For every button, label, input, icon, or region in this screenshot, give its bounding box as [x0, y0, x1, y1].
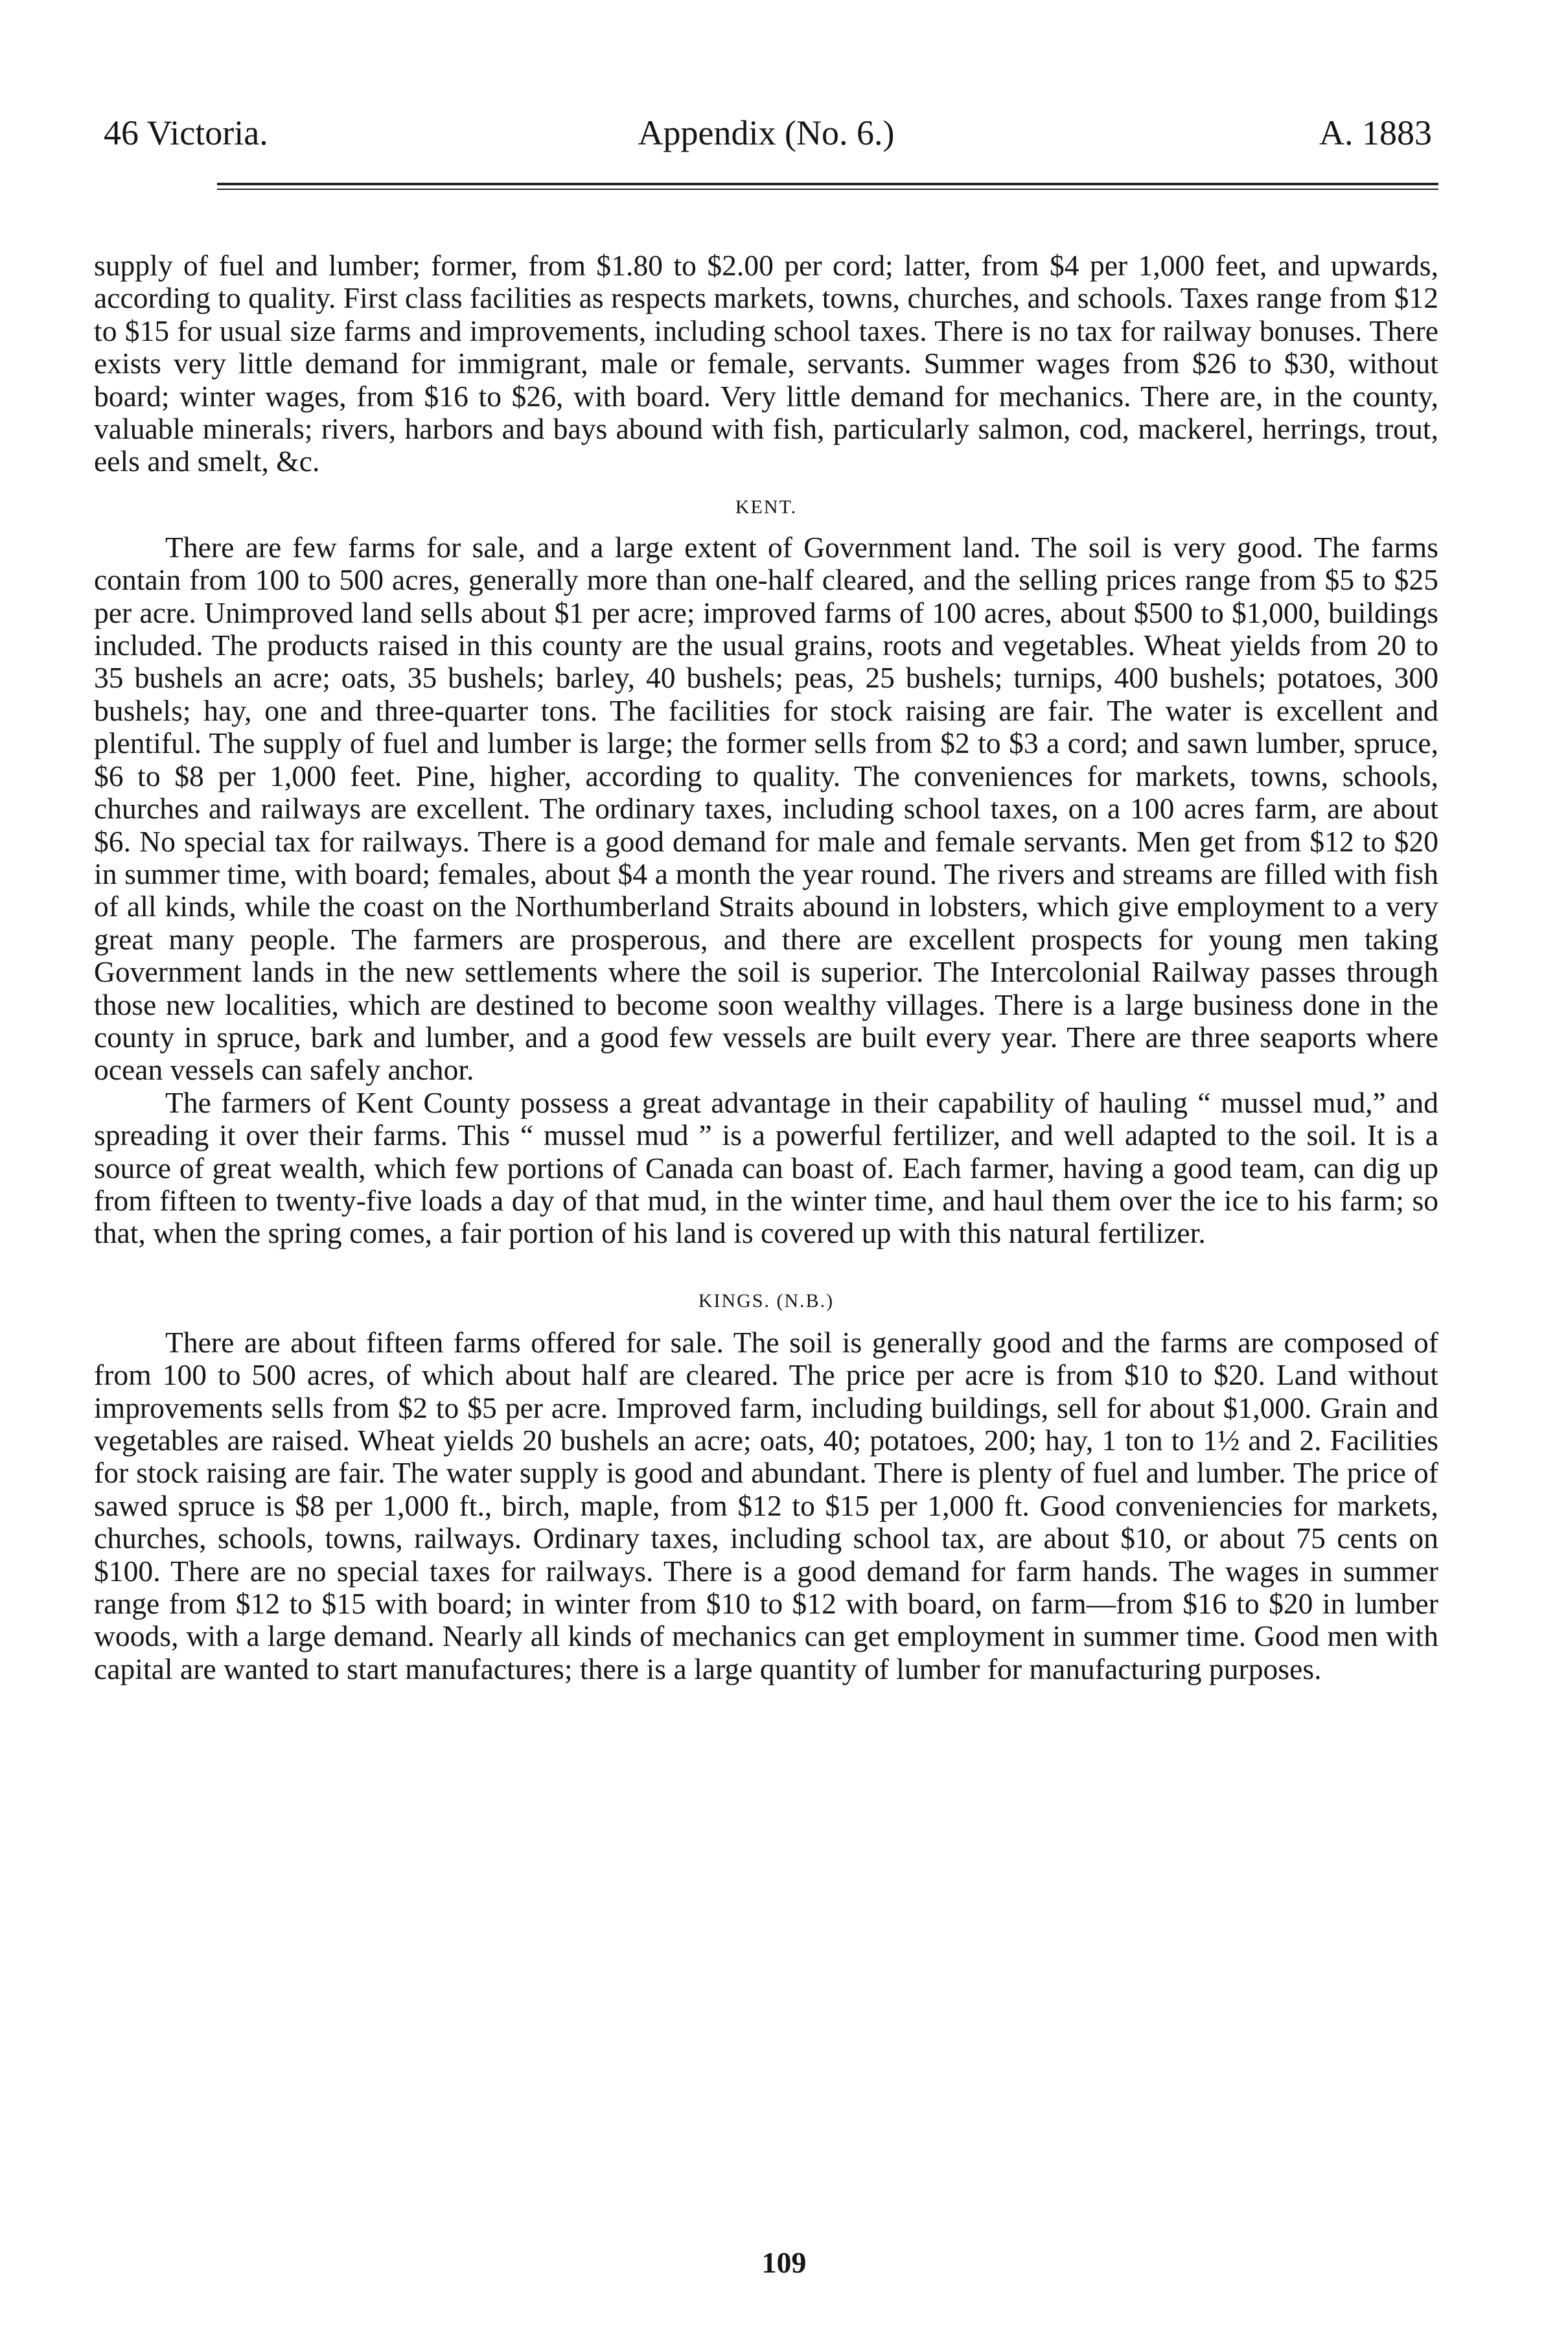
body-text	[94, 249, 1438, 1685]
kings-heading: KINGS. (N.B.)	[698, 1290, 835, 1312]
header-year: A. 1883	[1319, 113, 1432, 152]
intro-paragraph: supply of fuel and lumber; former, from $1.80 to $2.00 per cord; latter, from $4 per 1,000 feet, and upwards, according to quality. First class facilities as respects markets, towns, churches, and schools. Taxes range from $12 to $15 for usual size farms and improvements, including school taxes. There is no tax for railway bonuses. There exists very little demand for immigrant, male or female, servants. Summer wages from $26 to $30, without board; winter wages, from $16 to $26, with board. Very little demand for mechanics. There are, in the county, valuable minerals; rivers, harbors and bays abound with fish, particularly salmon, cod, mackerel, herrings, trout, eels and smelt, &c.	[94, 249, 1438, 478]
kings-paragraph-1: There are about fifteen farms offered for sale. The soil is generally good and the farms are composed of from 100 to 500 acres, of which about half are cleared. The price per acre is from $10 to $20. Land without improvements sells from $2 to $5 per acre. Improved farm, including buildings, sell for about $1,000. Grain and vegetables are raised. Wheat yields 20 bushels an acre; oats, 40; potatoes, 200; hay, 1 ton to 1½ and 2. Facilities for stock raising are fair. The water supply is good and abundant. There is plenty of fuel and lumber. The price of sawed spruce is $8 per 1,000 ft., birch, maple, from $12 to $15 per 1,000 ft. Good conveniencies for markets, churches, schools, towns, railways. Ordinary taxes, including school tax, are about $10, or about 75 cents on $100. There are no special taxes for railways. There is a good demand for farm hands. The wages in summer range from $12 to $15 with board; in winter from $10 to $12 with board, on farm—from $16 to $20 in lumber woods, with a large demand. Nearly all kinds of mechanics can get employment in summer time. Good men with capital are wanted to start manufactures; there is a large quantity of lumber for manufacturing purposes.	[94, 1325, 1438, 1685]
kent-heading: KENT.	[735, 496, 798, 518]
kent-paragraph-2: The farmers of Kent County possess a great advantage in their capability of hauling “ mussel mud,” and spreading it over their farms. This “ mussel mud ” is a powerful fertilizer, and well adapted to the soil. It is a source of great wealth, which few portions of Canada can boast of. Each farmer, having a good team, can dig up from fifteen to twenty-five loads a day of that mud, in the winter time, and haul them over the ice to his farm; so that, when the spring comes, a fair portion of his land is covered up with this natural fertilizer.	[94, 1085, 1438, 1250]
kent-paragraph-1: There are few farms for sale, and a large extent of Government land. The soil is very good. The farms contain from 100 to 500 acres, generally more than one-half cleared, and the selling prices range from $5 to $25 per acre. Unimproved land sells about $1 per acre; improved farms of 100 acres, about $500 to $1,000, buildings included. The products raised in this county are the usual grains, roots and vegetables. Wheat yields from 20 to 35 bushels an acre; oats, 35 bushels; barley, 40 bushels; peas, 25 bushels; turnips, 400 bushels; potatoes, 300 bushels; hay, one and three-quarter tons. The facilities for stock raising are fair. The water is excellent and plentiful. The supply of fuel and lumber is large; the former sells from $2 to $3 a cord; and sawn lumber, spruce, $6 to $8 per 1,000 feet. Pine, higher, according to quality. The conveniences for markets, towns, schools, churches and railways are excellent. The ordinary taxes, including school taxes, on a 100 acres farm, are about $6. No special tax for railways. There is a good demand for male and female servants. Men get from $12 to $20 in summer time, with board; females, about $4 a month the year round. The rivers and streams are filled with fish of all kinds, while the coast on the Northumberland Straits abound in lobsters, which give employment to a very great many people. The farmers are prosperous, and there are excellent prospects for young men taking Government lands in the new settlements where the soil is superior. The Intercolonial Railway passes through those new localities, which are destined to become soon wealthy villages. There is a large business done in the county in spruce, bark and lumber, and a good few vessels are built every year. There are three seaports where ocean vessels can safely anchor.	[94, 530, 1438, 1087]
header-session: 46 Victoria.	[104, 113, 268, 152]
page-number: 109	[761, 2246, 807, 2279]
header-appendix: Appendix (No. 6.)	[638, 113, 895, 152]
header-double-rule	[217, 183, 1438, 190]
running-header	[94, 104, 1438, 162]
document-page	[94, 104, 1438, 1685]
